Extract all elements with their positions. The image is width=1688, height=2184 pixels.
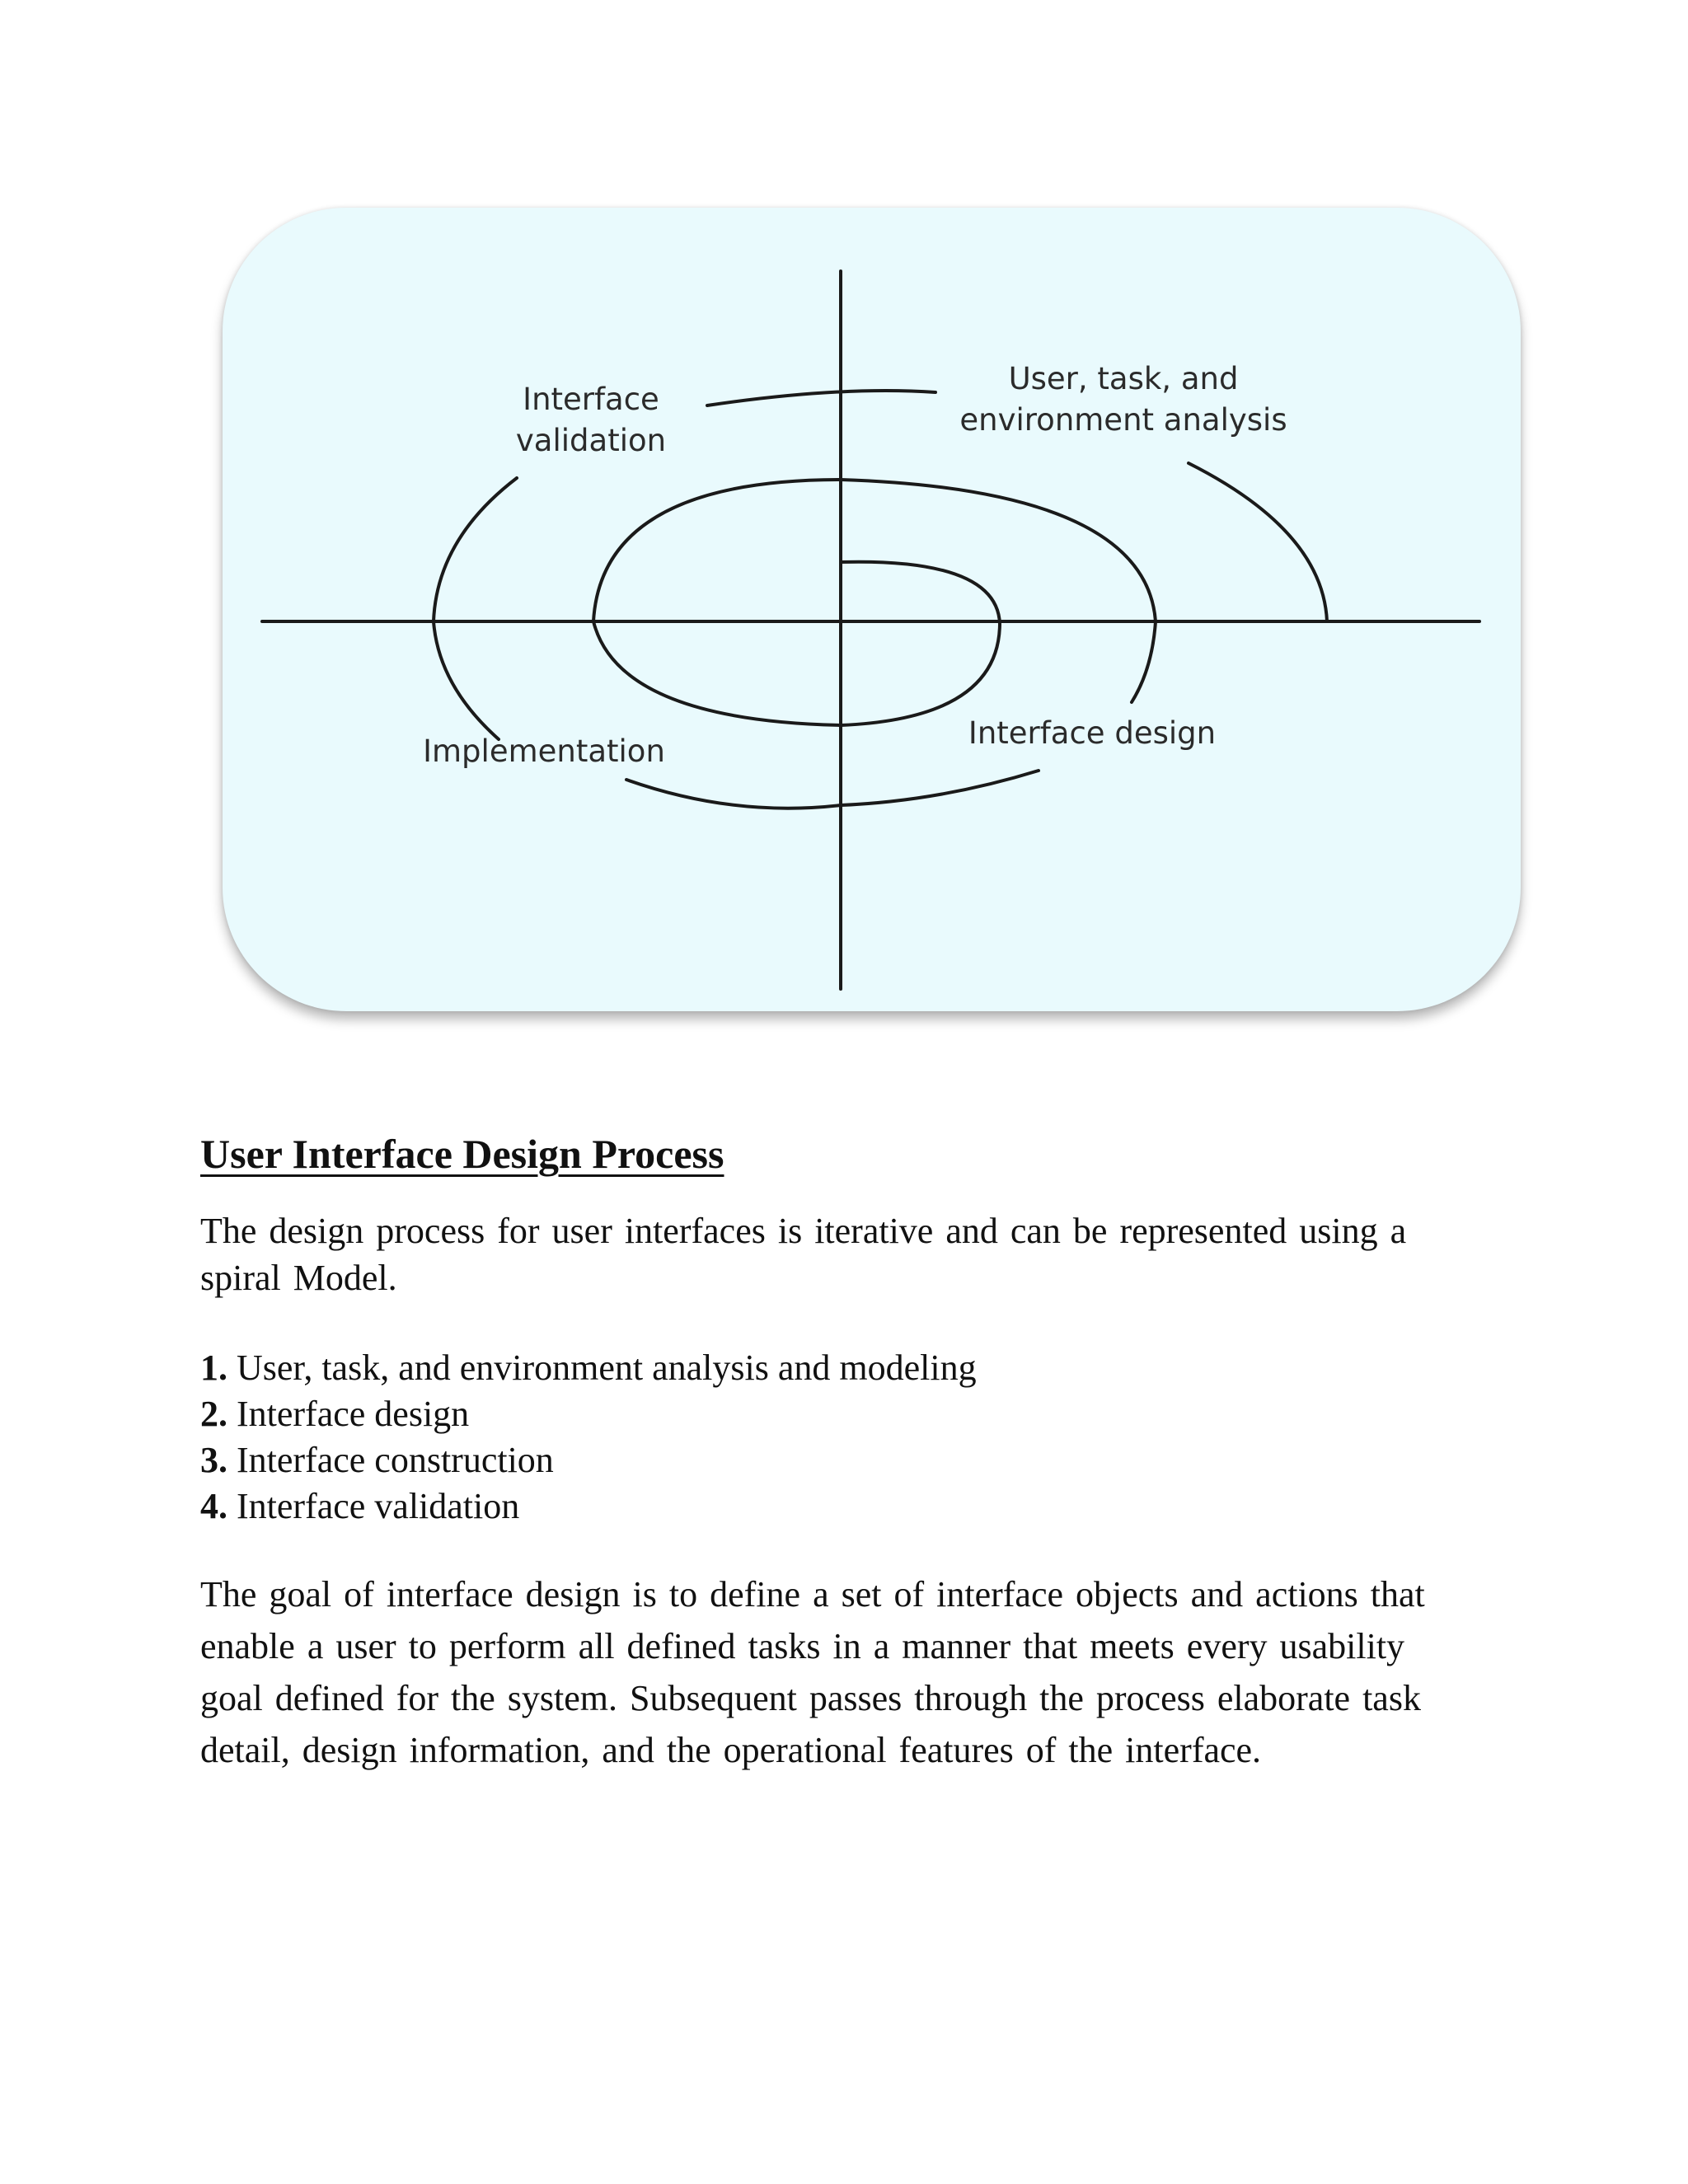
label-implementation: Implementation <box>423 733 665 769</box>
list-item <box>200 1483 1486 1530</box>
list-item <box>200 1437 1486 1483</box>
step-number: 2. <box>200 1394 227 1434</box>
arc-right <box>1189 463 1327 621</box>
goal-paragraph: The goal of interface design is to define a set of interface objects and actions that enable a user to perform all defined tasks in a manner that meets every usability goal defined for the system. Subsequent passes through the process elaborate task detail, design information, and the operational features of the interface. <box>200 1574 1425 1770</box>
label-interface-validation-line2: validation <box>515 423 667 458</box>
spiral-model-figure <box>223 208 1521 1011</box>
spiral-diagram <box>223 208 1521 1011</box>
arc-left <box>434 478 517 739</box>
page-title: User Interface Design Process <box>200 1131 724 1177</box>
intro-paragraph: The design process for user interfaces is iterative and can be represented using a spiral Model. <box>200 1211 1407 1298</box>
step-number: 3. <box>200 1440 227 1480</box>
step-number: 4. <box>200 1486 227 1526</box>
process-steps-list <box>200 1345 1486 1530</box>
step-text: User, task, and environment analysis and modeling <box>237 1347 977 1388</box>
label-interface-design: Interface design <box>968 715 1217 751</box>
step-number: 1. <box>200 1347 227 1388</box>
step-text: Interface construction <box>237 1440 554 1480</box>
spiral-inner <box>593 480 1156 725</box>
step-text: Interface validation <box>237 1486 520 1526</box>
label-user-task-line2: environment analysis <box>959 402 1287 438</box>
list-item <box>200 1345 1486 1391</box>
label-user-task-line1: User, task, and <box>1008 361 1239 396</box>
arc-bottom <box>626 771 1039 808</box>
step-text: Interface design <box>237 1394 470 1434</box>
arc-top <box>707 391 935 405</box>
list-item <box>200 1391 1486 1437</box>
label-interface-validation-line1: Interface <box>523 382 659 417</box>
